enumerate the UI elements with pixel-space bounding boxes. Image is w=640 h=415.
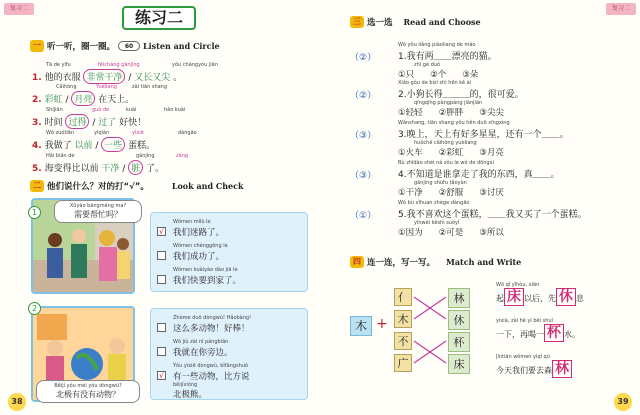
separator: / <box>128 73 132 83</box>
pinyin: qīngqīng pàngpàng jiānjiān <box>414 100 483 106</box>
choice-option[interactable]: ①火车 <box>398 148 423 158</box>
pinyin: běijíxióng <box>173 382 198 388</box>
answer-char[interactable]: 床 <box>504 288 524 306</box>
checkbox[interactable]: √ <box>158 371 165 380</box>
pinyin: Shíjiān <box>46 107 63 113</box>
pinyin: dàngāo <box>178 130 197 136</box>
choice-option[interactable]: ①轻轻 <box>398 108 423 118</box>
pinyin: yìxiē <box>132 130 144 136</box>
question-text: 1.我有两＿＿漂亮的猫。 <box>398 52 497 62</box>
bubble-text: 需要帮忙吗？ <box>74 210 122 219</box>
page-tab: 复习二 <box>606 3 636 15</box>
sentence-text: 。 <box>173 73 183 83</box>
sentence-text: 我做了 <box>44 141 72 151</box>
section-title-en: Read and Choose <box>403 17 481 27</box>
pinyin: Wǎnshang, tiān shang yǒu hěn duō xīngxing <box>398 120 510 126</box>
answer-number[interactable]: ② <box>359 53 368 63</box>
sentence-text: 水。 <box>564 330 580 339</box>
option[interactable]: 又长又尖 <box>134 73 171 83</box>
sentence-text: 他的衣服 <box>44 73 81 83</box>
speech-bubble <box>36 380 140 403</box>
picture-number: 1 <box>28 206 41 219</box>
checkbox[interactable]: √ <box>158 227 165 236</box>
answer-slot[interactable]: （③） <box>350 131 377 141</box>
item-number: 5. <box>32 164 42 174</box>
pinyin: hǎo kuài <box>164 107 186 113</box>
pinyin: Wǒmen mílù le <box>173 219 211 225</box>
question-text: 3.晚上，天上有好多星星，还有一个＿＿。 <box>398 130 569 140</box>
result-chip[interactable]: 休 <box>448 310 470 330</box>
separator: / <box>95 141 99 151</box>
answer-slot[interactable]: （①） <box>350 211 377 221</box>
choice-option[interactable]: ①只 <box>398 70 415 80</box>
pinyin: Xiǎo gǒu de bízi shì hěn kě ài <box>398 80 472 86</box>
item-number: 1. <box>32 73 42 83</box>
left-page: 复习二 练习二 一 听一听，圈一圈。 60 Listen and Circle Tā de yīfu fēicháng gānjìng yǒu chángyòu jiān 1. 他的衣服 非常干净 / 又长又尖 。 Cǎihóng Yuèliang zài tiān shang 2. 彩虹 / 月亮 在天上。 Shíjiān guò de kuài hǎo kuài 3. 时间 过得 / 过了 好快！ Wǒ zuótiān yǐqián yìxiē dàngāo 4. 我做了 以前 / 一些 蛋糕。 Hǎi biān de gānjìng zāng 5. 海变得比以前 干净 / 脏 了。 二 他们说什么？对的打“√”。 Look and Check 1 Xūyào bāngmáng ma? 需要帮忙吗？ √ Wǒmen mílù le 我们迷路了。 Wǒmen chénggōng le 我们成功了。 Wǒmen kuàiyào dào jiā le 我们快要到家了。 2 Běijí yǒu méi yǒu dòngwù? 北极有没有动物？ Zhème duō dòngwù! Hǎobàng! 这么多动物！好棒！ Wǒ jiù zài nǐ pángbiān 我就在你旁边。 √ Yǒu yìxiē dòngwù, bǐfāngshuō 有一些动物，比方说 běijíxióng 北极熊。 38 <box>0 0 320 415</box>
option-circled[interactable]: 月亮 <box>71 91 95 106</box>
question-text: 5.我不喜欢这个蛋糕，＿＿我又买了一个蛋糕。 <box>398 210 587 220</box>
base-radical: 木 <box>350 316 372 336</box>
pinyin: yǒu chángyòu jiān <box>172 62 218 68</box>
result-chip[interactable]: 林 <box>448 288 470 308</box>
section-title: 听一听，圈一圈。 <box>47 42 116 52</box>
pinyin: Wǒ yǒu liǎng piàoliang de máo <box>398 42 476 48</box>
result-chip[interactable]: 杯 <box>448 332 470 352</box>
pinyin: yǐqián <box>94 130 110 136</box>
pinyin: zài tiān shang <box>132 84 168 90</box>
option-text: 这么多动物！好棒！ <box>173 324 250 334</box>
option-circled[interactable]: 脏 <box>128 160 143 175</box>
section-read-choose <box>350 16 481 28</box>
option-text: 有一些动物，比方说 <box>173 372 250 382</box>
section-title: 连一连，写一写。 <box>367 258 436 268</box>
option[interactable]: 彩虹 <box>44 95 63 105</box>
choice-option[interactable]: ②胖胖 <box>438 108 464 118</box>
checkbox[interactable] <box>157 275 166 284</box>
speech-bubble <box>54 200 142 223</box>
pinyin: Wǒmen chénggōng le <box>173 243 228 249</box>
match-lines <box>412 288 448 374</box>
pinyin: Yǒu yìxiē dòngwù, bǐfāngshuō <box>173 363 248 369</box>
options-box-2 <box>150 308 308 400</box>
separator: / <box>122 164 126 174</box>
section-number: 四 <box>350 256 364 268</box>
write-sentence-3 <box>496 360 572 378</box>
pinyin: Zhème duō dòngwù! Hǎobàng! <box>173 315 252 321</box>
section-title: 他们说什么？对的打“√”。 <box>47 182 149 192</box>
pinyin: gānjìng shūfu tǎoyàn <box>414 180 467 186</box>
sentence-text: 息 <box>576 294 584 303</box>
sentence-text: 今天我们要去森 <box>496 366 552 375</box>
section-number: 二 <box>30 180 44 192</box>
bubble-text: 北极有没有动物？ <box>56 390 120 399</box>
choice-option[interactable]: ③讨厌 <box>479 188 504 198</box>
answer-slot[interactable]: （③） <box>350 171 377 181</box>
checkbox[interactable] <box>157 251 166 260</box>
pinyin: Běijí yǒu méi yǒu dòngwù? <box>54 383 122 389</box>
item-number: 3. <box>32 118 42 128</box>
pinyin: zāng <box>176 153 189 159</box>
question-text: 2.小狗长得＿＿＿的，很可爱。 <box>398 90 524 100</box>
option-row <box>398 186 504 198</box>
pinyin: fēicháng gānjìng <box>98 62 140 68</box>
pinyin: Yuèliang <box>96 84 117 90</box>
option-circled[interactable]: 一些 <box>101 137 125 152</box>
option-text: 我就在你旁边。 <box>173 348 233 358</box>
answer-number[interactable]: ② <box>359 91 368 101</box>
page-tab: 复习二 <box>4 3 34 15</box>
section-look-check <box>30 180 244 192</box>
option[interactable]: 干净 <box>101 164 120 174</box>
pinyin: Wǒ bù xǐhuan zhège dàngāo <box>398 200 470 206</box>
pinyin: Wǒ jiù zài nǐ pángbiān <box>173 339 229 345</box>
write-sentence-2 <box>496 324 580 342</box>
sentence-text: 起 <box>496 294 504 303</box>
question-text: 4.不知道是谁拿走了我的东西，真＿＿。 <box>398 170 560 180</box>
option-row <box>398 68 478 80</box>
sentence-text: 以后，先 <box>524 294 556 303</box>
pinyin: Wǒ zuótiān <box>46 130 75 136</box>
choice-option[interactable]: ③尖尖 <box>479 108 504 118</box>
sentence-text: 好快！ <box>119 118 147 128</box>
part-chip[interactable]: 广 <box>394 354 412 372</box>
option-text: 北极熊。 <box>173 390 208 400</box>
pinyin: Wǒmen kuàiyào dào jiā le <box>173 267 238 273</box>
choice-option[interactable]: ③朵 <box>462 70 479 80</box>
pinyin: zhī gè duǒ <box>414 62 441 68</box>
answer-char[interactable]: 杯 <box>544 324 564 342</box>
section-title-en: Match and Write <box>446 257 522 267</box>
option-circled[interactable]: 非常干净 <box>83 69 125 84</box>
choice-option[interactable]: ②舒服 <box>438 188 464 198</box>
answer-number[interactable]: ① <box>359 211 368 221</box>
choice-option[interactable]: ②个 <box>430 70 447 80</box>
sentence-text: 海变得比以前 <box>44 164 99 174</box>
pinyin: Cǎihóng <box>56 84 77 90</box>
sentence-text: 在天上。 <box>98 95 135 105</box>
right-page <box>320 0 640 415</box>
section-match-write <box>350 256 521 268</box>
answer-slot[interactable]: （②） <box>350 91 377 101</box>
answer-slot[interactable]: （②） <box>350 53 377 63</box>
option-text: 我们成功了。 <box>173 252 225 262</box>
option-row <box>398 106 504 118</box>
sentence-text: 蛋糕。 <box>128 141 156 151</box>
pinyin: gānjìng <box>136 153 155 159</box>
pinyin: yīnwèi kěshì suǒyǐ <box>414 220 460 226</box>
item-number: 4. <box>32 141 42 151</box>
option-text: 我们迷路了。 <box>173 228 225 238</box>
option-circled[interactable]: 过得 <box>65 114 89 129</box>
choice-option[interactable]: ①因为 <box>398 228 423 238</box>
section-title-en: Look and Check <box>171 181 244 191</box>
item-number: 2. <box>32 95 42 105</box>
part-chip[interactable]: 木 <box>394 310 412 328</box>
pinyin: Xūyào bāngmáng ma? <box>69 203 127 209</box>
part-chip[interactable]: 不 <box>394 332 412 350</box>
choice-option[interactable]: ③月亮 <box>479 148 504 158</box>
page-number: 39 <box>614 393 632 411</box>
pinyin: Tā de yīfu <box>46 62 71 68</box>
sentence-text: 一下，再喝一 <box>496 330 544 339</box>
write-sentence-1 <box>496 288 584 306</box>
pinyin: Jīntiān wǒmen yìqǐ qù <box>496 354 550 360</box>
checkbox[interactable] <box>157 347 166 356</box>
page-number: 38 <box>8 393 26 411</box>
options-box-1 <box>150 212 308 292</box>
section-listen-circle <box>30 40 220 52</box>
section-number: 三 <box>350 16 364 28</box>
sentence-text: 了。 <box>146 164 165 174</box>
choice-option[interactable]: ②可是 <box>438 228 464 238</box>
part-chip[interactable]: 亻 <box>394 288 412 306</box>
sentence-text: 时间 <box>44 118 63 128</box>
section-number: 一 <box>30 40 44 52</box>
section-title-en: Listen and Circle <box>143 41 220 51</box>
pinyin: Bù zhīdào shéi ná zǒu le wǒ de dōngxi <box>398 160 494 166</box>
audio-icon[interactable] <box>118 41 140 51</box>
choice-option[interactable]: ②彩虹 <box>438 148 464 158</box>
answer-number[interactable]: ③ <box>359 131 368 141</box>
pinyin: guò de <box>92 107 110 113</box>
option-row <box>398 146 504 158</box>
track-number: 60 <box>124 43 134 50</box>
answer-char[interactable]: 休 <box>556 288 576 306</box>
option-row <box>398 226 504 238</box>
pinyin: kuài <box>126 107 137 113</box>
pinyin: yíxià, zài hē yì bēi shuǐ <box>496 318 553 324</box>
plus-sign: + <box>376 316 388 332</box>
result-chip[interactable]: 床 <box>448 354 470 374</box>
checkbox[interactable] <box>157 323 166 332</box>
pinyin: huǒchē cǎihóng yuèliang <box>414 140 477 146</box>
section-title: 选一选 <box>367 18 393 28</box>
option[interactable]: 以前 <box>74 141 93 151</box>
option[interactable]: 过了 <box>98 118 117 128</box>
page-title: 练习二 <box>122 6 196 30</box>
pinyin: Hǎi biān de <box>46 153 75 159</box>
answer-char[interactable]: 林 <box>552 360 572 378</box>
choice-option[interactable]: ③所以 <box>479 228 504 238</box>
option-text: 我们快要到家了。 <box>173 276 242 286</box>
choice-option[interactable]: ①干净 <box>398 188 423 198</box>
answer-number[interactable]: ③ <box>359 171 368 181</box>
pinyin: Wǒ qǐ yǐhòu, xiān <box>496 282 540 288</box>
picture-number: 2 <box>28 302 41 315</box>
